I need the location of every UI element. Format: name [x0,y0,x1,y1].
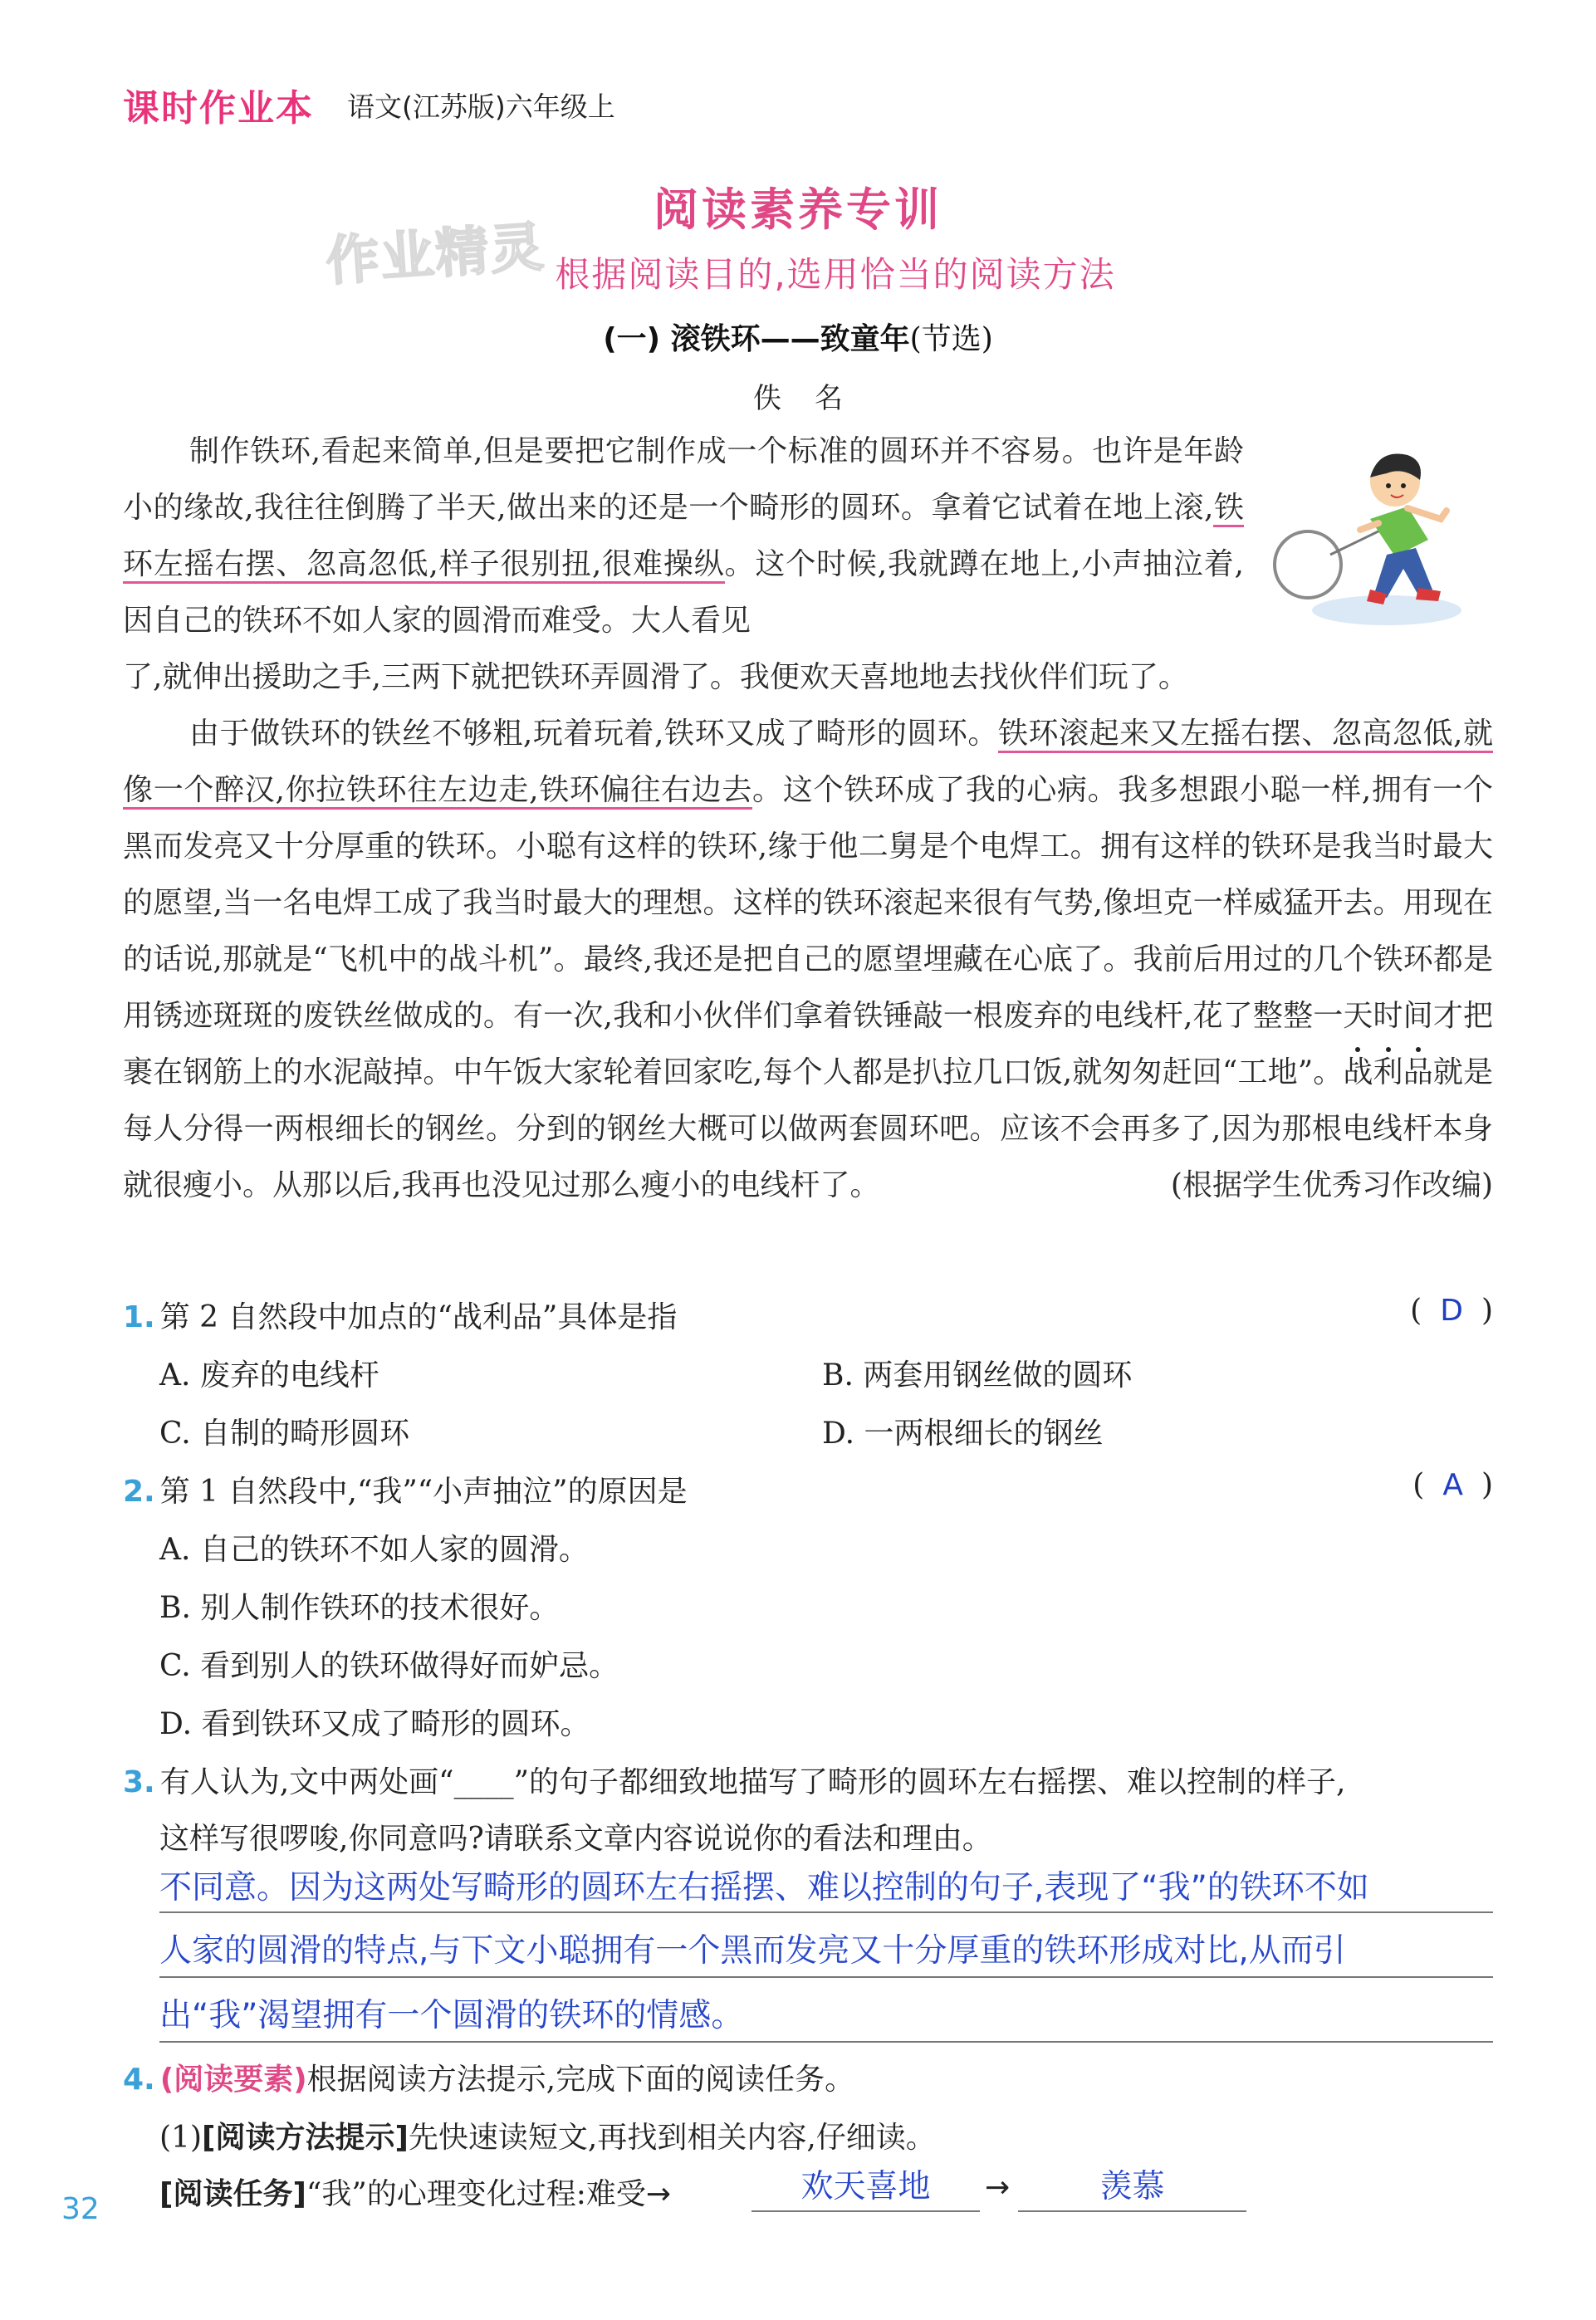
page-number: 32 [61,2192,100,2226]
paragraph-2 [123,706,1493,1214]
q2-option-c: C. 看到别人的铁环做得好而妒忌。 [159,1649,619,1683]
question-1 [123,1294,1493,1336]
p2-underlined-sentence: 铁环滚起来又左摇右摆、忽高忽低,就像一个醉汉,你拉铁环往左边走,铁环偏往右边去 [123,717,1493,810]
subject-label: 语文(江苏版)六年级上 [347,90,615,123]
reading-method-hint-box: [阅读方法提示] [202,2121,409,2155]
question-3-number: 3. [123,1765,155,1799]
p2-text-c: 就是每人分得一两根细长的钢丝。分到的钢丝大概可以做两套圆环吧。应该不会再多了,因为那根电线杆本身就很瘦小。从那以后,我再也没见过那么瘦小的电线杆了。 [123,1055,1493,1202]
question-1-answer-bracket: ( D ) [1410,1294,1493,1328]
q3-answer-rule-2 [159,1976,1493,1978]
q3-answer-line-2: 人家的圆滑的特点,与下文小聪拥有一个黑而发亮又十分厚重的铁环形成对比,从而引 [159,1932,1346,1970]
question-2 [123,1468,1493,1510]
q4-reading-task [159,2171,671,2213]
q4-blank-2-rule [1018,2210,1246,2212]
q4-sub-1-number: (1) [159,2121,202,2155]
paragraph-1-last-line: 了,就伸出援助之手,三两下就把铁环弄圆滑了。我便欢天喜地地去找伙伴们玩了。 [123,660,1188,694]
section-title: 阅读素养专训 [654,184,942,236]
p2-text-a: 由于做铁环的铁丝不够粗,玩着玩着,铁环又成了畸形的圆环。 [189,717,998,751]
q2-option-a: A. 自己的铁环不如人家的圆滑。 [159,1533,589,1567]
question-3-line-1: 有人认为,文中两处画“____”的句子都细致地描写了畸形的圆环左右摇摆、难以控制的样子, [159,1765,1346,1799]
question-2-answer-bracket: ( A ) [1412,1468,1493,1502]
q3-answer-line-1: 不同意。因为这两处写畸形的圆环左右摇摆、难以控制的句子,表现了“我”的铁环不如 [159,1869,1369,1906]
question-1-text: 第 2 自然段中加点的“战利品”具体是指 [159,1300,678,1334]
question-3 [123,1759,1493,1801]
q1-option-a: A. 废弃的电线杆 [159,1358,379,1392]
q1-option-b: B. 两套用钢丝做的圆环 [822,1358,1133,1392]
q1-option-d: D. 一两根细长的钢丝 [822,1417,1104,1451]
p1-text-a: 制作铁环,看起来简单,但是要把它制作成一个标准的圆环并不容易。也许是年龄小的缘故,我往往倒腾了半天,做出来的还是一个畸形的圆环。拿着它试着在地上滚, [123,434,1244,525]
question-1-number: 1. [123,1300,155,1334]
question-2-number: 2. [123,1475,155,1509]
dotted-char-2: 利 [1373,1055,1403,1089]
brand-logo-text: 课时作业本 [123,87,314,130]
q3-answer-rule-3 [159,2041,1493,2043]
q2-option-b: B. 别人制作铁环的技术很好。 [159,1591,560,1625]
q4-sub-1 [159,2114,936,2156]
reading-method-hint-text: 先快速读短文,再找到相关内容,仔细读。 [408,2121,936,2155]
q4-blank-1-rule [751,2210,980,2212]
q4-blank-1-answer: 欢天喜地 [800,2168,931,2205]
article-excerpt-note: (节选) [909,322,993,356]
article-title-text: (一) 滚铁环——致童年 [603,322,910,356]
p2-text-b: 。这个铁环成了我的心病。我多想跟小聪一样,拥有一个黑而发亮又十分厚重的铁环。小聪有这样的铁环,缘于他二舅是个电焊工。拥有这样的铁环是我当时最大的愿望,当一名电焊工成了我当时最大的理想。这样的铁环滚起来很有气势,像坦克一样威猛开去。用现在的话说,那就是“飞机中的战斗机”。最终,我还是把自己的愿望埋藏在心底了。我前后用过的几个铁环都是用锈迹斑斑的废铁丝做成的。有一次,我和小伙伴们拿着铁锤敲一根废弃的电线杆,花了整整一天时间才把裹在钢筋上的水泥敲掉。中午饭大家轮着回家吃,每个人都是扒拉几口饭,就匆匆赶回“工地”。 [123,773,1493,1089]
q1-option-c: C. 自制的畸形圆环 [159,1417,410,1451]
article-title [0,316,1596,358]
p1-text-b: 。这个时候,我就蹲在地上,小声抽泣着,因自己的铁环不如人家的圆滑而难受。大人看见 [123,547,1244,638]
q3-answer-line-3: 出“我”渴望拥有一个圆滑的铁环的情感。 [159,1997,744,2034]
paragraph-1 [123,423,1244,649]
watermark: 作业精灵 [324,216,547,294]
arrow-icon-2: → [985,2171,1011,2205]
q4-blank-2-answer: 羡慕 [1099,2168,1165,2205]
arrow-icon: → [645,2177,672,2211]
reading-element-tag: (阅读要素) [159,2063,307,2097]
reading-task-text: “我”的心理变化过程:难受 [306,2177,646,2211]
dotted-char-3: 品 [1403,1055,1433,1089]
article-source: (根据学生优秀习作改编) [1170,1168,1493,1202]
reading-task-box: [阅读任务] [159,2177,306,2211]
section-subtitle: 根据阅读目的,选用恰当的阅读方法 [555,254,1116,295]
article-body [123,423,1493,1214]
q2-option-d: D. 看到铁环又成了畸形的圆环。 [159,1707,590,1741]
question-2-text: 第 1 自然段中,“我”“小声抽泣”的原因是 [159,1475,688,1509]
question-3-line-2: 这样写很啰唆,你同意吗?请联系文章内容说说你的看法和理由。 [159,1822,992,1856]
question-4 [123,2056,1493,2098]
question-4-text: 根据阅读方法提示,完成下面的阅读任务。 [306,2063,855,2097]
question-1-answer: D [1440,1294,1463,1328]
q3-answer-rule-1 [159,1911,1493,1913]
question-2-answer: A [1442,1468,1463,1502]
article-author: 佚名 [753,382,876,415]
p1-underlined-sentence: 铁环左摇右摆、忽高忽低,样子很别扭,很难操纵 [123,491,1244,584]
dotted-char-1: 战 [1343,1055,1373,1089]
page-header [123,80,615,130]
question-4-number: 4. [123,2063,155,2097]
